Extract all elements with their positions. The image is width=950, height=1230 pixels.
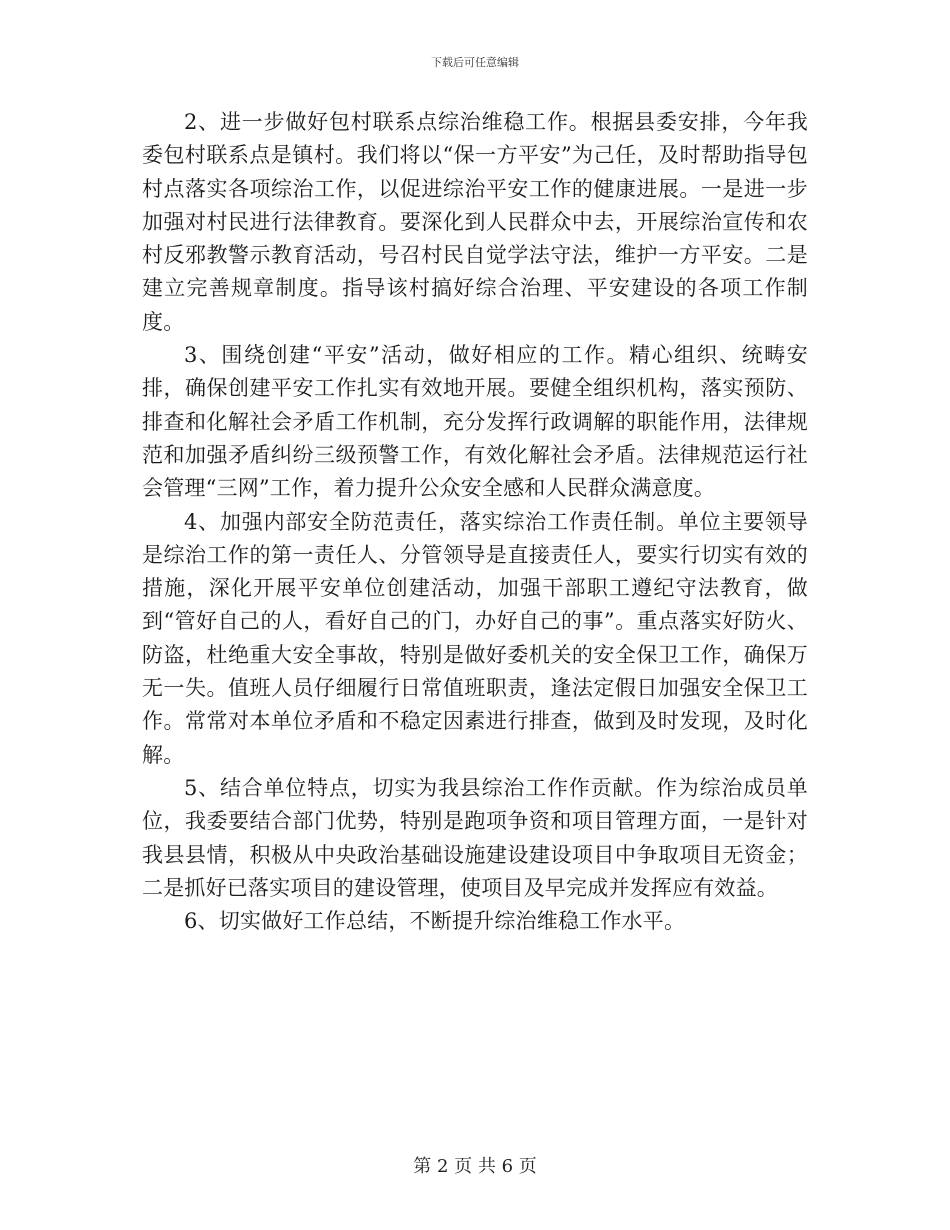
page-header-note: 下载后可任意编辑 <box>431 56 519 69</box>
document-body <box>142 106 808 938</box>
paragraph-item-3: 3、围绕创建“平安”活动，做好相应的工作。精心组织、统畴安排，确保创建平安工作扎实有效地开展。要健全组织机构，落实预防、排查和化解社会矛盾工作机制，充分发挥行政调解的职能作用，法律规范和加强矛盾纠纷三级预警工作，有效化解社会矛盾。法律规范运行社会管理“三网”工作，着力提升公众安全感和人民群众满意度。 <box>142 343 808 501</box>
page-number: 第 2 页 共 6 页 <box>413 1156 537 1177</box>
paragraph-item-5: 5、结合单位特点，切实为我县综治工作作贡献。作为综治成员单位，我委要结合部门优势，特别是跑项争资和项目管理方面，一是针对我县县情，积极从中央政治基础设施建设建设项目中争取项目无资金；二是抓好已落实项目的建设管理，使项目及早完成并发挥应有效益。 <box>142 775 808 900</box>
paragraph-item-6: 6、切实做好工作总结，不断提升综治维稳工作水平。 <box>184 909 686 934</box>
paragraph-item-2: 2、进一步做好包村联系点综治维稳工作。根据县委安排，今年我委包村联系点是镇村。我们将以“保一方平安”为己任，及时帮助指导包村点落实各项综治工作，以促进综治平安工作的健康进展。一是进一步加强对村民进行法律教育。要深化到人民群众中去，开展综治宣传和农村反邪教警示教育活动，号召村民自觉学法守法，维护一方平安。二是建立完善规章制度。指导该村搞好综合治理、平安建设的各项工作制度。 <box>142 110 808 334</box>
paragraph-item-4: 4、加强内部安全防范责任，落实综治工作责任制。单位主要领导是综治工作的第一责任人、分管领导是直接责任人，要实行切实有效的措施，深化开展平安单位创建活动，加强干部职工遵纪守法教育，做到“管好自己的人，看好自己的门，办好自己的事”。重点落实好防火、防盗，杜绝重大安全事故，特别是做好委机关的安全保卫工作，确保万无一失。值班人员仔细履行日常值班职责，逢法定假日加强安全保卫工作。常常对本单位矛盾和不稳定因素进行排查，做到及时发现，及时化解。 <box>142 509 808 767</box>
